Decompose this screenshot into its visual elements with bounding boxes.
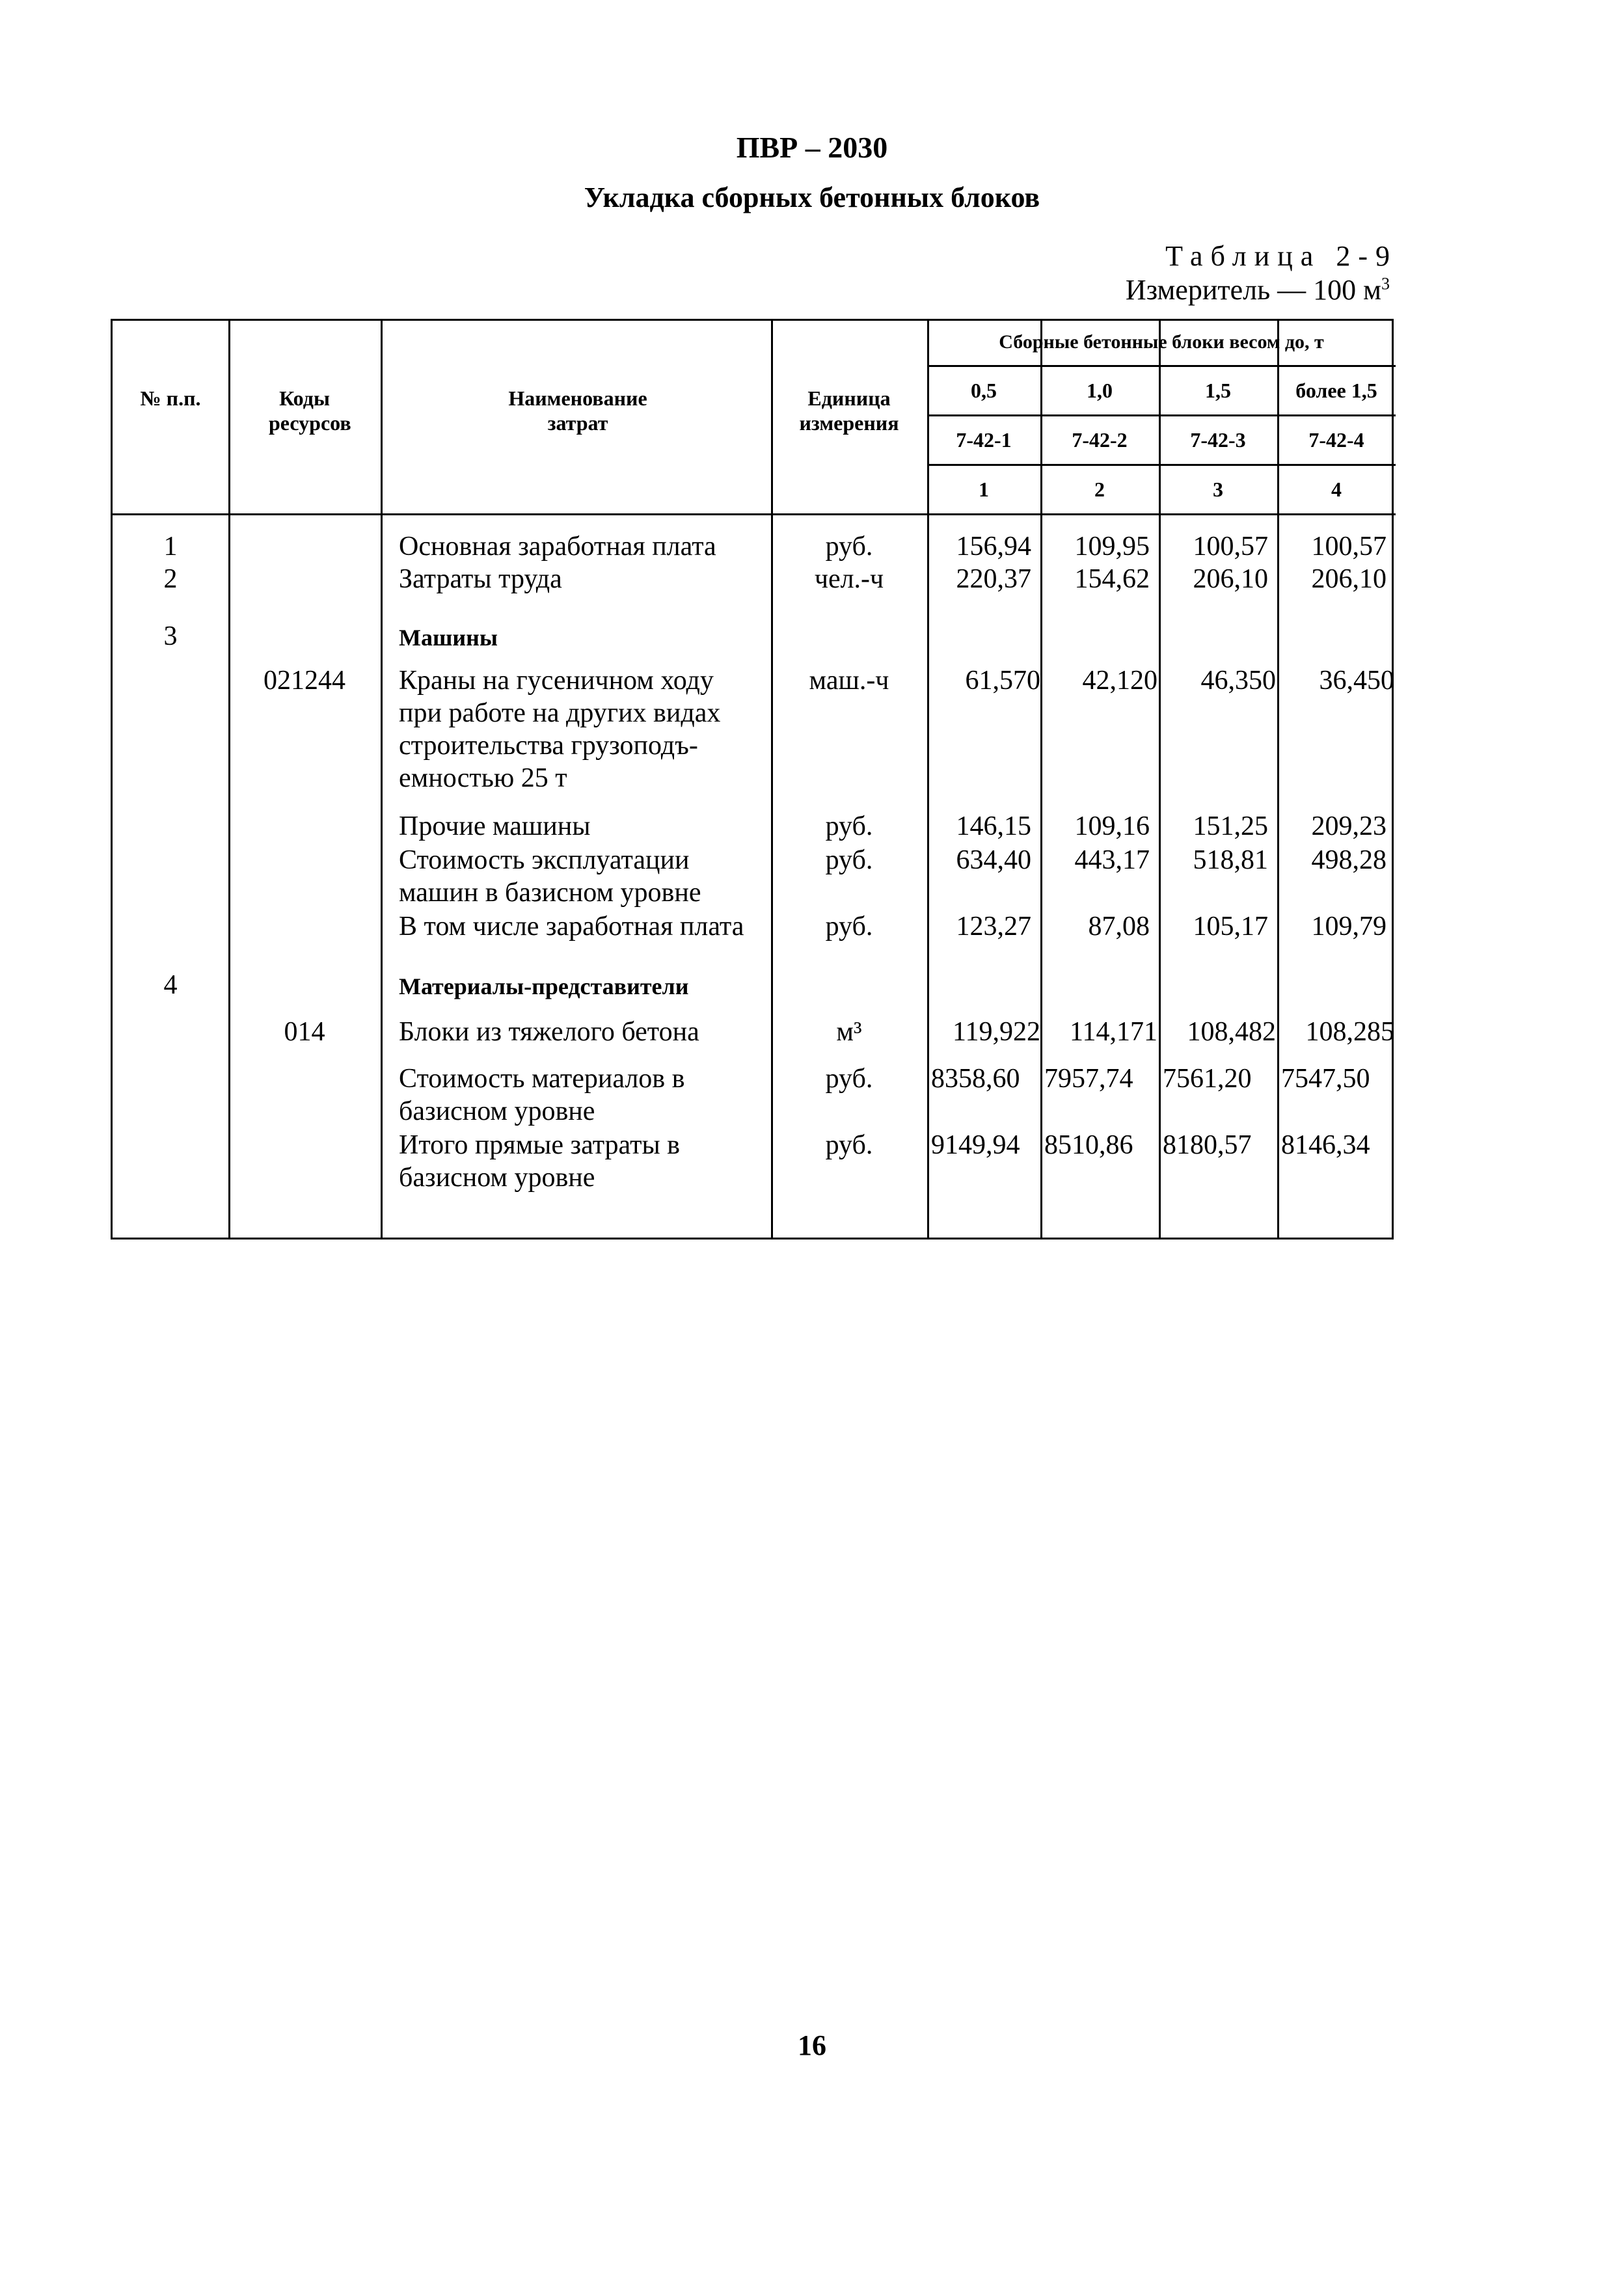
row-name: Стоимость материалов в	[399, 1064, 685, 1094]
header-weight: 0,5	[971, 379, 997, 402]
row-value: 8146,34	[1281, 1130, 1370, 1160]
row-value: 87,08	[1088, 912, 1150, 941]
row-number: 3	[163, 621, 178, 651]
table-divider	[1159, 321, 1161, 1238]
row-name-continued: при работе на других видах	[399, 698, 721, 728]
row-value: 7547,50	[1281, 1064, 1370, 1094]
row-unit: руб.	[825, 532, 873, 562]
row-unit: руб.	[825, 811, 873, 841]
row-value: 109,95	[1074, 532, 1150, 562]
row-unit: м³	[836, 1017, 862, 1047]
table-header-divider	[113, 513, 1396, 515]
row-value: 443,17	[1074, 845, 1150, 875]
header-norm-code: 7-42-4	[1308, 428, 1364, 452]
row-name: Краны на гусеничном ходу	[399, 666, 714, 696]
row-value: 151,25	[1193, 811, 1268, 841]
resource-code: 021244	[264, 666, 345, 696]
row-name-continued: базисном уровне	[399, 1163, 595, 1193]
section-heading: Материалы-представители	[399, 973, 689, 999]
row-unit: чел.-ч	[814, 564, 884, 594]
header-col-number: 4	[1331, 478, 1342, 501]
row-value: 156,94	[956, 532, 1031, 562]
table-divider	[1277, 321, 1279, 1238]
meter-superscript: 3	[1381, 274, 1390, 293]
table-divider	[927, 414, 1396, 416]
document-title: Укладка сборных бетонных блоков	[584, 182, 1040, 213]
row-name-continued: базисном уровне	[399, 1096, 595, 1126]
header-col-number: 2	[1094, 478, 1105, 501]
row-value: 8358,60	[931, 1064, 1020, 1094]
header-col-name: Наименование затрат	[508, 386, 647, 435]
row-value: 7957,74	[1044, 1064, 1133, 1094]
header-weight: 1,5	[1205, 379, 1231, 402]
document-code: ПВР – 2030	[736, 131, 888, 164]
row-value: 46,350	[1200, 666, 1276, 696]
header-norm-code: 7-42-1	[956, 428, 1012, 452]
row-value: 108,285	[1305, 1017, 1394, 1047]
row-value: 206,10	[1193, 564, 1268, 594]
table-divider	[1040, 321, 1042, 1238]
header-weight: более 1,5	[1295, 379, 1377, 402]
row-value: 498,28	[1311, 845, 1387, 875]
table-divider	[381, 321, 383, 1238]
row-unit: руб.	[825, 912, 873, 941]
table-divider	[927, 365, 1396, 367]
table-divider	[927, 321, 929, 1238]
row-name: Стоимость эксплуатации	[399, 845, 690, 875]
row-name-continued: емностью 25 т	[399, 763, 567, 793]
table-divider	[228, 321, 230, 1238]
row-number: 2	[163, 564, 178, 594]
row-unit: руб.	[825, 845, 873, 875]
resource-code: 014	[284, 1017, 325, 1047]
header-norm-code: 7-42-3	[1190, 428, 1246, 452]
meter-label: Измеритель — 100 м	[1125, 274, 1381, 306]
row-value: 518,81	[1193, 845, 1268, 875]
row-value: 108,482	[1187, 1017, 1276, 1047]
page-number: 16	[798, 2029, 826, 2061]
row-value: 7561,20	[1163, 1064, 1252, 1094]
row-value: 634,40	[956, 845, 1031, 875]
row-value: 8510,86	[1044, 1130, 1133, 1160]
header-col-unit: Единица измерения	[799, 386, 899, 435]
row-value: 36,450	[1319, 666, 1394, 696]
row-unit: маш.-ч	[809, 666, 889, 696]
row-name: В том числе заработная плата	[399, 912, 744, 941]
row-value: 8180,57	[1163, 1130, 1252, 1160]
row-number: 4	[163, 970, 178, 1000]
table-divider	[927, 464, 1396, 466]
row-name-continued: машин в базисном уровне	[399, 878, 701, 908]
row-value: 100,57	[1311, 532, 1387, 562]
table-meter	[1126, 273, 1390, 306]
row-value: 114,171	[1070, 1017, 1157, 1047]
row-value: 119,922	[953, 1017, 1040, 1047]
row-value: 61,570	[965, 666, 1040, 696]
header-weight: 1,0	[1087, 379, 1113, 402]
row-name: Основная заработная плата	[399, 532, 716, 562]
row-name: Блоки из тяжелого бетона	[399, 1017, 699, 1047]
row-name: Прочие машины	[399, 811, 591, 841]
row-value: 42,120	[1082, 666, 1157, 696]
row-value: 100,57	[1193, 532, 1268, 562]
row-number: 1	[163, 532, 178, 562]
table-divider	[771, 321, 773, 1238]
header-col-number: 3	[1213, 478, 1223, 501]
header-norm-code: 7-42-2	[1072, 428, 1128, 452]
row-value: 109,79	[1311, 912, 1387, 941]
row-unit: руб.	[825, 1064, 873, 1094]
cost-table	[111, 319, 1394, 1239]
row-value: 154,62	[1074, 564, 1150, 594]
row-value: 105,17	[1193, 912, 1268, 941]
header-col-codes: Коды ресурсов	[269, 386, 351, 435]
row-value: 109,16	[1074, 811, 1150, 841]
section-heading: Машины	[399, 625, 498, 651]
row-name-continued: строительства грузоподъ-	[399, 731, 698, 761]
row-value: 220,37	[956, 564, 1031, 594]
row-value: 9149,94	[931, 1130, 1020, 1160]
row-unit: руб.	[825, 1130, 873, 1160]
row-value: 123,27	[956, 912, 1031, 941]
row-value: 209,23	[1311, 811, 1387, 841]
header-col-number: 1	[979, 478, 989, 501]
row-name: Итого прямые затраты в	[399, 1130, 681, 1160]
row-value: 206,10	[1311, 564, 1387, 594]
row-value: 146,15	[956, 811, 1031, 841]
header-col-no: № п.п.	[140, 386, 201, 410]
header-group-title: Сборные бетонные блоки весом до, т	[999, 331, 1324, 353]
table-label: Таблица 2-9	[1165, 240, 1398, 272]
row-name: Затраты труда	[399, 564, 562, 594]
